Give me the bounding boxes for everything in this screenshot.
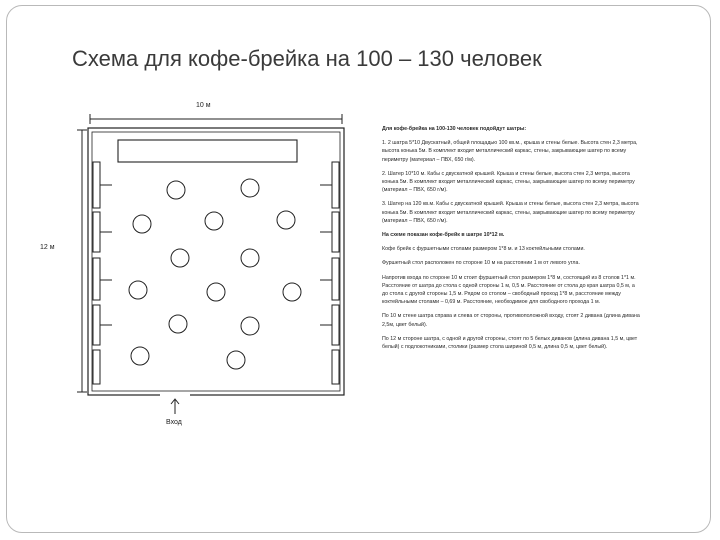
cocktail-table: [227, 351, 245, 369]
notes-item-1: 1. 2 шатра 5*10 Двускатный, общей площадью 100 кв.м., крыша и стены белые. Высота стен 2,3 метра, высота конька 5м. В комплект входит металлический каркас, стены, закрывающие шатер по всему периметру (материал – ПВХ, 650 г/м).: [382, 140, 638, 163]
sofa-left-1: [93, 162, 100, 208]
cocktail-table: [171, 249, 189, 267]
cocktail-tables: [129, 179, 301, 365]
entrance-label: Вход: [166, 419, 182, 426]
cocktail-table: [131, 347, 149, 365]
cocktail-table: [167, 181, 185, 199]
notes-item-3: 3. Шатер на 120 кв.м. Кабы с двускатной крышей. Крыша и стены белые, высота стен 2,3 метра, высота конька 5м. В комплект входит металлический каркас, стены, закрывающие шатер по всему периметру (материал – ПВХ, 650 г/м).: [382, 201, 639, 224]
sofa-right-5: [332, 350, 339, 384]
cocktail-table: [205, 212, 223, 230]
cocktail-table: [241, 317, 259, 335]
sofa-right-4: [332, 305, 339, 345]
buffet-table: [118, 140, 297, 162]
notes-paragraph-1: Кофе брейк с фуршетными столами размером 1*8 м. и 13 коктейльными столами.: [382, 246, 585, 253]
notes-paragraph-4: По 10 м стене шатра справа и слева от стороны, противоположной входу, стоят 2 дивана (длина дивана 2,5м, цвет белый).: [382, 313, 640, 328]
notes-scheme-heading: На схеме показан кофе-брейк в шатре 10*12 м.: [382, 232, 505, 239]
width-label: 10 м: [196, 102, 211, 109]
sofa-left-2: [93, 212, 100, 252]
tent-inner-wall: [92, 132, 340, 391]
sofa-left-3: [93, 258, 100, 300]
cocktail-table: [283, 283, 301, 301]
notes-panel: [382, 125, 642, 357]
notes-paragraph-5: По 12 м стороне шатра, с одной и другой стороны, стоят по 5 белых диванов (длина дивана 1,5 м, цвет белый) с подлокотниками, столики (размер стола шириной 0,5 м, длина 0,5 м, цвет белый).: [382, 335, 638, 351]
sofa-left-5: [93, 350, 100, 384]
sofa-left-4: [93, 305, 100, 345]
cocktail-table: [129, 281, 147, 299]
cocktail-table: [241, 179, 259, 197]
notes-heading: Для кофе-брейка на 100-130 человек подойдут шатры:: [382, 126, 527, 132]
sofa-right-1: [332, 162, 339, 208]
cocktail-table: [241, 249, 259, 267]
sofa-right-2: [332, 212, 339, 252]
tent-outer-wall: [88, 128, 344, 395]
cocktail-table: [169, 315, 187, 333]
cocktail-table: [277, 211, 295, 229]
cocktail-table: [133, 215, 151, 233]
height-label: 12 м: [40, 244, 55, 251]
sofa-right-3: [332, 258, 339, 300]
slide-title: Схема для кофе-брейка на 100 – 130 человек: [72, 46, 542, 71]
notes-paragraph-3: Напротив входа по стороне 10 м стоит фуршетный стол размером 1*8 м, состоящий из 8 столов 1*1 м. Расстояние от шатра до стола с одной стороны 1 м, 0,5 м. Расстояние от стола до края шатра 0,5 м, а до стола с другой стороны 1,5 м. Рядом со столом – свободный проход 1*8 м, расстояние между коктейльными столами – 0,69 м. Расстояние, необходимое для свободного прохода 1 м.: [382, 274, 636, 306]
cocktail-table: [207, 283, 225, 301]
notes-paragraph-2: Фуршетный стол расположен по стороне 10 м на расстоянии 1 м от левого угла.: [382, 260, 580, 267]
notes-item-2: 2. Шатер 10*10 м. Кабы с двускатной крышей. Крыша и стены белые, высота стен 2,3 метра, высота конька 5м. В комплект входит металлический каркас, стены, закрывающие шатер по всему периметру (материал – ПВХ, 650 г/м).: [382, 170, 635, 194]
